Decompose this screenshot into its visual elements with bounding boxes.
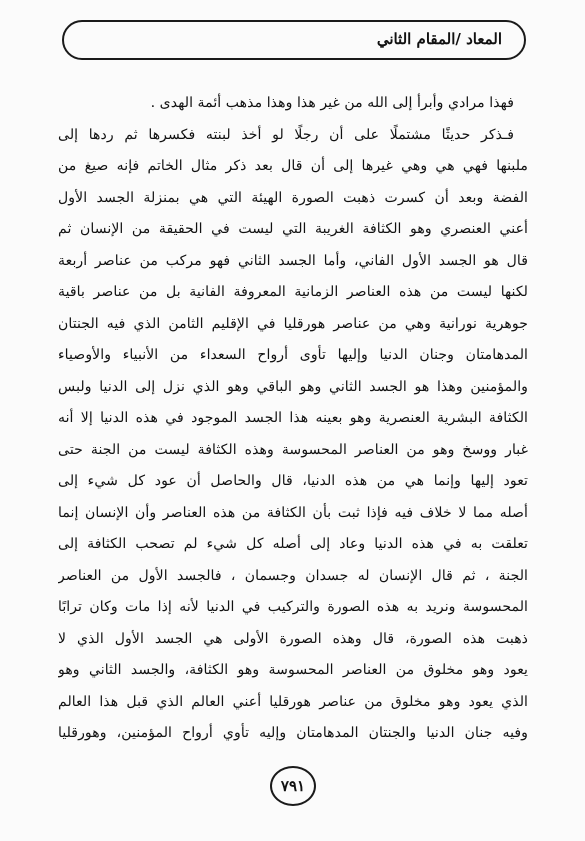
text-line: والمؤمنين وهذا هو الجسد الثاني وهو الباقي وهو الذي نزل إلى الدنيا ولبس <box>58 378 528 395</box>
body-text <box>58 88 528 750</box>
text-line: الجنة ، ثم قال الإنسان له جسدان وجسمان ، فالجسد الأول من العناصر <box>58 567 528 584</box>
text-line: وفيه جنان الدنيا والجنتان المدهامتان وإليه تأوي أرواح المؤمنين، وهورقليا <box>58 725 528 741</box>
text-line: غبار ووسخ وهو من العناصر المحسوسة وهذه الكثافة ليست من الجنة حتى <box>58 441 528 458</box>
header-title: المعاد /المقام الثاني <box>376 30 502 48</box>
text-line: الذي يعود وهو مخلوق من عناصر هورقليا أعني العالم الذي قبل هذا العالم <box>58 693 528 710</box>
text-line: الفضة وبعد أن كسرت ذهبت الصورة الهيئة التي هي بمنزلة الجسد الأول <box>58 189 528 206</box>
text-line: جوهرية نورانية وهي من عناصر هورقليا في الإقليم الثامن الذي فيه الجنتان <box>58 315 528 332</box>
running-header <box>62 20 526 60</box>
text-line: تعود إليها وإنما هي من هذه الدنيا، قال والحاصل أن عود كل شيء إلى <box>58 473 528 489</box>
page-number: ٧٩١ <box>270 766 316 806</box>
text-line: ملبنها فهي هي وهي غيرها إلى أن قال بعد ذكر مثال الخاتم فإنه صيغ من <box>58 158 528 174</box>
text-line: أصله مما لا خلاف فيه فإذا ثبت بأن الكثافة من هذه العناصر وأن الإنسان إنما <box>58 504 528 521</box>
text-line: فهذا مرادي وأبرأ إلى الله من غير هذا وهذا مذهب أئمة الهدى . <box>150 95 514 111</box>
text-line: الكثافة البشرية العنصرية وهو بعينه هذا الجسد الموجود في هذه الدنيا إلا أنه <box>58 410 528 426</box>
text-line: تعلقت به في هذه الدنيا وعاد إلى أصله كل شيء لم تصحب الكثافة إلى <box>58 536 528 552</box>
text-line: يعود وهو مخلوق من العناصر المحسوسة وهو الكثافة، والجسد الثاني وهو <box>58 662 528 678</box>
text-line: لكنها ليست من هذه العناصر الزمانية المعروفة الفانية بل من عناصر باقية <box>58 284 528 300</box>
text-line: المحسوسة ونريد به هذه الصورة والتركيب في الدنيا لأنه إذا مات وكان ترابًا <box>58 599 528 615</box>
text-line: ذهبت هذه الصورة، قال وهذه الصورة الأولى هي الجسد الأول الذي لا <box>58 630 528 647</box>
text-line: المدهامتان وجنان الدنيا وإليها تأوى أرواح السعداء من الأنبياء والأوصياء <box>58 347 528 363</box>
text-line: أعني العنصري وهو الكثافة الغريبة التي ليست في الحقيقة من الإنسان ثم <box>58 221 528 237</box>
text-line: فـذكر حديثًا مشتملًا على أن رجلًا لو أخذ لبنته فكسرها ثم ردها إلى <box>58 126 514 143</box>
text-line: قال هو الجسد الأول الفاني، وأما الجسد الثاني فهو مركب من عناصر أربعة <box>58 252 528 269</box>
